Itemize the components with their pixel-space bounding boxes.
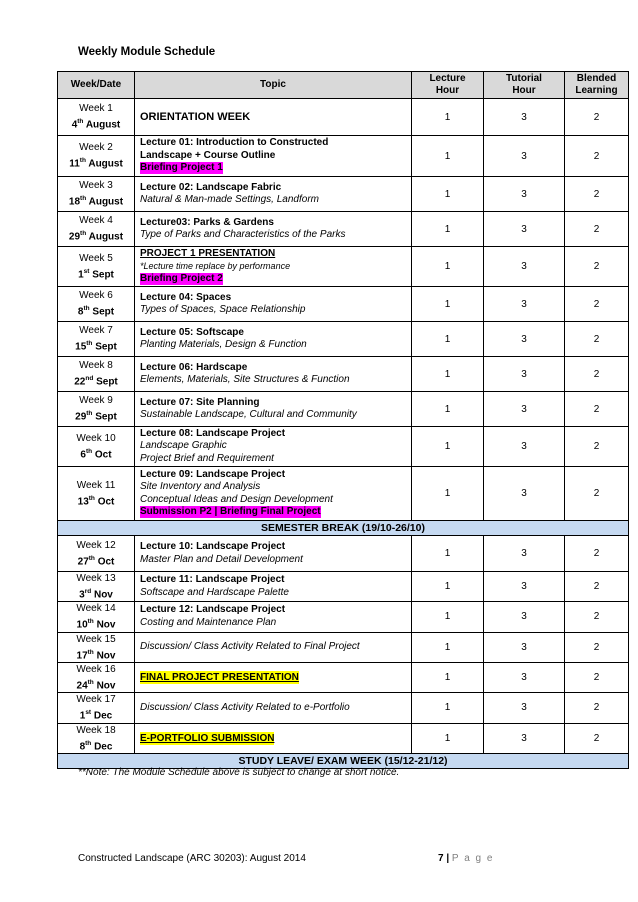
table-body <box>58 99 629 769</box>
week-date-cell <box>58 602 135 632</box>
week-label: Week 2 <box>79 142 113 154</box>
page-footer: Constructed Landscape (ARC 30203): August 2014 <box>78 853 306 864</box>
col-week-date: Week/Date <box>58 72 135 99</box>
table-row <box>58 572 629 602</box>
topic-line: Costing and Maintenance Plan <box>140 616 277 628</box>
topic-line: ORIENTATION WEEK <box>140 110 251 123</box>
topic-line: Lecture03: Parks & Gardens <box>140 216 274 228</box>
tutorial-hour-cell: 3 <box>484 99 565 136</box>
topic-line: *Lecture time replace by performance <box>140 261 291 272</box>
highlighted-topic-text: Briefing Project 2 <box>140 272 223 284</box>
week-label: Week 15 <box>76 633 116 645</box>
topic-cell <box>135 357 412 392</box>
topic-line: Sustainable Landscape, Cultural and Community <box>140 409 357 420</box>
table-row <box>58 602 629 632</box>
highlighted-topic-text: FINAL PROJECT PRESENTATION <box>140 671 299 683</box>
blended-learning-cell: 2 <box>565 136 629 177</box>
table-row <box>58 247 629 287</box>
topic-cell <box>135 662 412 692</box>
date-suffix: st <box>85 709 92 717</box>
date-month: August <box>85 119 121 131</box>
tutorial-hour-cell: 3 <box>484 536 565 572</box>
date-month: Sept <box>92 269 114 281</box>
col-topic: Topic <box>135 72 412 99</box>
table-row <box>58 212 629 247</box>
blended-learning-cell: 2 <box>565 99 629 136</box>
date-suffix: th <box>83 305 90 313</box>
date-suffix: th <box>80 230 87 238</box>
table-row <box>58 322 629 357</box>
week-date-cell <box>58 322 135 357</box>
date-suffix: th <box>88 554 95 562</box>
date-suffix: th <box>85 447 93 455</box>
tutorial-hour-cell: 3 <box>484 177 565 212</box>
date-label <box>58 552 134 568</box>
week-label: Week 12 <box>76 539 116 551</box>
blended-learning-cell: 2 <box>565 287 629 322</box>
date-label <box>58 445 134 461</box>
topic-cell <box>135 427 412 467</box>
blended-learning-cell: 2 <box>565 602 629 632</box>
table-row <box>58 723 629 753</box>
date-label <box>58 302 134 318</box>
date-day: 15 <box>75 341 87 353</box>
week-label: Week 11 <box>76 479 116 491</box>
date-day: 29 <box>75 411 87 423</box>
blended-learning-cell: 2 <box>565 392 629 427</box>
lecture-hour-cell: 1 <box>412 287 484 322</box>
tutorial-hour-cell: 3 <box>484 212 565 247</box>
table-row <box>58 287 629 322</box>
topic-cell <box>135 602 412 632</box>
lecture-hour-cell: 1 <box>412 693 484 723</box>
week-date-cell <box>58 357 135 392</box>
date-suffix: nd <box>85 375 94 383</box>
week-date-cell <box>58 693 135 723</box>
topic-line: Lecture 12: Landscape Project <box>140 604 286 616</box>
tutorial-hour-cell: 3 <box>484 136 565 177</box>
topic-cell <box>135 536 412 572</box>
date-month: Nov <box>93 589 113 601</box>
date-day: 1 <box>78 269 84 281</box>
week-label: Week 5 <box>79 252 113 264</box>
topic-cell <box>135 693 412 723</box>
topic-cell <box>135 632 412 662</box>
date-suffix: th <box>87 618 94 626</box>
date-month: August <box>88 231 124 243</box>
topic-cell <box>135 177 412 212</box>
date-month: Oct <box>97 496 115 508</box>
table-row <box>58 357 629 392</box>
table-row <box>58 662 629 692</box>
blended-learning-cell: 2 <box>565 662 629 692</box>
date-label <box>58 646 134 662</box>
date-month: Nov <box>96 649 116 661</box>
date-day: 29 <box>68 231 81 243</box>
week-date-cell <box>58 662 135 692</box>
week-date-cell <box>58 467 135 521</box>
week-label: Week 6 <box>79 290 113 302</box>
topic-line: Elements, Materials, Site Structures & Function <box>140 374 350 385</box>
week-label: Week 16 <box>76 663 116 675</box>
topic-line: Lecture 08: Landscape Project <box>140 427 286 439</box>
topic-line: Natural & Man-made Settings, Landform <box>140 194 319 205</box>
week-label: Week 3 <box>79 180 113 192</box>
topic-cell <box>135 467 412 521</box>
table-row <box>58 136 629 177</box>
date-suffix: th <box>85 739 92 747</box>
tutorial-hour-cell: 3 <box>484 357 565 392</box>
week-date-cell <box>58 392 135 427</box>
lecture-hour-cell: 1 <box>412 632 484 662</box>
week-date-cell <box>58 572 135 602</box>
date-month: Sept <box>95 411 117 423</box>
week-label: Week 9 <box>79 395 113 407</box>
week-label: Week 1 <box>79 103 113 115</box>
date-day: 24 <box>76 680 88 692</box>
week-date-cell <box>58 247 135 287</box>
highlighted-topic-text: Submission P2 | Briefing Final Project <box>140 506 321 517</box>
blended-learning-cell: 2 <box>565 572 629 602</box>
week-date-cell <box>58 427 135 467</box>
topic-line: Landscape Graphic <box>140 440 227 452</box>
week-date-cell <box>58 536 135 572</box>
topic-line: Lecture 11: Landscape Project <box>140 574 285 586</box>
date-suffix: rd <box>84 588 92 595</box>
col-lecture-hour: Lecture Hour <box>412 72 484 99</box>
week-date-cell <box>58 632 135 662</box>
date-label <box>58 337 134 353</box>
date-month: August <box>88 158 123 170</box>
week-date-cell <box>58 136 135 177</box>
topic-line: Discussion/ Class Activity Related to Final Project <box>140 641 360 653</box>
date-day: 18 <box>68 196 81 208</box>
date-day: 10 <box>76 619 88 631</box>
date-month: Oct <box>94 449 112 461</box>
topic-line: Lecture 07: Site Planning <box>140 396 260 408</box>
topic-line: Lecture 01: Introduction to Constructed <box>140 137 329 149</box>
topic-line: Planting Materials, Design & Function <box>140 339 307 350</box>
tutorial-hour-cell: 3 <box>484 427 565 467</box>
date-suffix: th <box>87 678 94 686</box>
topic-cell <box>135 212 412 247</box>
tutorial-hour-cell: 3 <box>484 467 565 521</box>
blended-learning-cell: 2 <box>565 212 629 247</box>
page-number <box>438 853 494 864</box>
lecture-hour-cell: 1 <box>412 536 484 572</box>
tutorial-hour-cell: 3 <box>484 392 565 427</box>
lecture-hour-cell: 1 <box>412 662 484 692</box>
topic-line: Landscape + Course Outline <box>140 149 276 161</box>
tutorial-hour-cell: 3 <box>484 602 565 632</box>
blended-learning-cell: 2 <box>565 357 629 392</box>
topic-line: Lecture 06: Hardscape <box>140 361 248 373</box>
date-month: Nov <box>96 680 116 692</box>
date-day: 17 <box>76 649 88 661</box>
table-row <box>58 177 629 212</box>
topic-line: Type of Parks and Characteristics of the Parks <box>140 229 346 240</box>
table-row <box>58 467 629 521</box>
date-label <box>58 227 134 243</box>
date-month: August <box>88 196 124 208</box>
topic-cell <box>135 247 412 287</box>
topic-line: Conceptual Ideas and Design Development <box>140 493 333 505</box>
table-row <box>58 536 629 572</box>
blended-learning-cell: 2 <box>565 693 629 723</box>
tutorial-hour-cell: 3 <box>484 693 565 723</box>
week-label: Week 13 <box>76 573 116 584</box>
topic-cell <box>135 136 412 177</box>
col-blended-learning: Blended Learning <box>565 72 629 99</box>
date-month: Nov <box>96 619 116 631</box>
tutorial-hour-cell: 3 <box>484 247 565 287</box>
date-suffix: th <box>88 494 95 502</box>
week-label: Week 10 <box>76 432 116 444</box>
date-month: Sept <box>92 306 115 318</box>
week-date-cell <box>58 212 135 247</box>
date-label <box>58 706 134 722</box>
topic-line: Site Inventory and Analysis <box>140 481 261 492</box>
topic-cell <box>135 723 412 753</box>
date-label <box>58 585 134 601</box>
date-label <box>58 492 134 508</box>
lecture-hour-cell: 1 <box>412 322 484 357</box>
col-tutorial-hour: Tutorial Hour <box>484 72 565 99</box>
date-suffix: th <box>86 410 93 418</box>
date-day: 4 <box>71 119 78 131</box>
week-label: Week 14 <box>76 603 116 615</box>
page-word: P a g e <box>451 853 494 864</box>
tutorial-hour-cell: 3 <box>484 322 565 357</box>
topic-line: Lecture 04: Spaces <box>140 291 232 303</box>
date-label <box>58 372 134 388</box>
date-label <box>58 115 134 131</box>
week-date-cell <box>58 177 135 212</box>
date-suffix: th <box>80 195 87 203</box>
lecture-hour-cell: 1 <box>412 136 484 177</box>
blended-learning-cell: 2 <box>565 467 629 521</box>
schedule-note: **Note: The Module Schedule above is subject to change at short notice. <box>78 767 400 778</box>
lecture-hour-cell: 1 <box>412 723 484 753</box>
tutorial-hour-cell: 3 <box>484 662 565 692</box>
table-row <box>58 392 629 427</box>
topic-line: Lecture 02: Landscape Fabric <box>140 181 282 193</box>
topic-line: PROJECT 1 PRESENTATION <box>140 247 276 259</box>
tutorial-hour-cell: 3 <box>484 723 565 753</box>
date-suffix: th <box>87 648 94 656</box>
date-day: 8 <box>79 740 86 752</box>
date-label <box>58 407 134 423</box>
lecture-hour-cell: 1 <box>412 357 484 392</box>
table-row <box>58 99 629 136</box>
date-day: 3 <box>79 589 85 601</box>
topic-cell <box>135 99 412 136</box>
topic-line: Lecture 05: Softscape <box>140 326 244 338</box>
date-day: 6 <box>80 449 86 461</box>
date-month: Sept <box>95 341 117 353</box>
lecture-hour-cell: 1 <box>412 427 484 467</box>
date-month: Oct <box>97 556 115 568</box>
date-day: 13 <box>77 496 89 508</box>
date-day: 1 <box>79 710 86 722</box>
week-date-cell <box>58 723 135 753</box>
tutorial-hour-cell: 3 <box>484 287 565 322</box>
break-label: SEMESTER BREAK (19/10-26/10) <box>58 521 629 536</box>
date-label <box>58 265 134 281</box>
lecture-hour-cell: 1 <box>412 247 484 287</box>
lecture-hour-cell: 1 <box>412 602 484 632</box>
topic-line: Lecture 09: Landscape Project <box>140 468 286 480</box>
date-day: 8 <box>77 306 84 318</box>
page-number-value: 7 | <box>438 853 450 864</box>
topic-cell <box>135 287 412 322</box>
lecture-hour-cell: 1 <box>412 177 484 212</box>
highlighted-topic-text: E-PORTFOLIO SUBMISSION <box>140 732 275 744</box>
date-suffix: th <box>77 118 84 126</box>
week-label: Week 18 <box>76 724 116 736</box>
date-suffix: th <box>86 340 93 348</box>
date-month: Dec <box>94 740 113 752</box>
week-label: Week 7 <box>79 325 113 337</box>
topic-line: Master Plan and Detail Development <box>140 553 303 565</box>
date-label <box>58 737 134 753</box>
date-day: 11 <box>69 158 80 170</box>
highlighted-topic-text: Briefing Project 1 <box>140 162 223 174</box>
table-row <box>58 632 629 662</box>
date-label <box>58 676 134 692</box>
topic-line: Lecture 10: Landscape Project <box>140 541 286 552</box>
lecture-hour-cell: 1 <box>412 99 484 136</box>
date-label <box>58 154 134 170</box>
date-label <box>58 192 134 208</box>
lecture-hour-cell: 1 <box>412 392 484 427</box>
blended-learning-cell: 2 <box>565 427 629 467</box>
blended-learning-cell: 2 <box>565 177 629 212</box>
blended-learning-cell: 2 <box>565 536 629 572</box>
date-suffix: th <box>79 157 86 165</box>
lecture-hour-cell: 1 <box>412 467 484 521</box>
topic-line: Types of Spaces, Space Relationship <box>140 304 306 315</box>
tutorial-hour-cell: 3 <box>484 632 565 662</box>
week-date-cell <box>58 287 135 322</box>
table-header-row <box>58 72 629 99</box>
topic-cell <box>135 322 412 357</box>
topic-cell <box>135 392 412 427</box>
topic-cell <box>135 572 412 602</box>
blended-learning-cell: 2 <box>565 322 629 357</box>
blended-learning-cell: 2 <box>565 247 629 287</box>
date-suffix: st <box>83 267 90 275</box>
week-label: Week 4 <box>79 215 113 227</box>
date-label <box>58 615 134 631</box>
week-label: Week 17 <box>76 694 116 706</box>
blended-learning-cell: 2 <box>565 723 629 753</box>
week-label: Week 8 <box>79 360 113 372</box>
schedule-heading: Weekly Module Schedule <box>78 46 216 58</box>
schedule-table <box>57 71 629 769</box>
week-date-cell <box>58 99 135 136</box>
lecture-hour-cell: 1 <box>412 212 484 247</box>
table-row <box>58 693 629 723</box>
semester-break-row <box>58 521 629 536</box>
blended-learning-cell: 2 <box>565 632 629 662</box>
date-day: 22 <box>74 376 86 388</box>
topic-line: Project Brief and Requirement <box>140 452 274 464</box>
break-label: STUDY LEAVE/ EXAM WEEK (15/12-21/12) <box>58 753 629 768</box>
table-row <box>58 427 629 467</box>
date-day: 27 <box>77 556 89 568</box>
topic-line: Softscape and Hardscape Palette <box>140 586 289 598</box>
date-month: Dec <box>93 710 113 722</box>
tutorial-hour-cell: 3 <box>484 572 565 602</box>
lecture-hour-cell: 1 <box>412 572 484 602</box>
topic-line: Discussion/ Class Activity Related to e-Portfolio <box>140 701 350 713</box>
date-month: Sept <box>96 376 118 388</box>
